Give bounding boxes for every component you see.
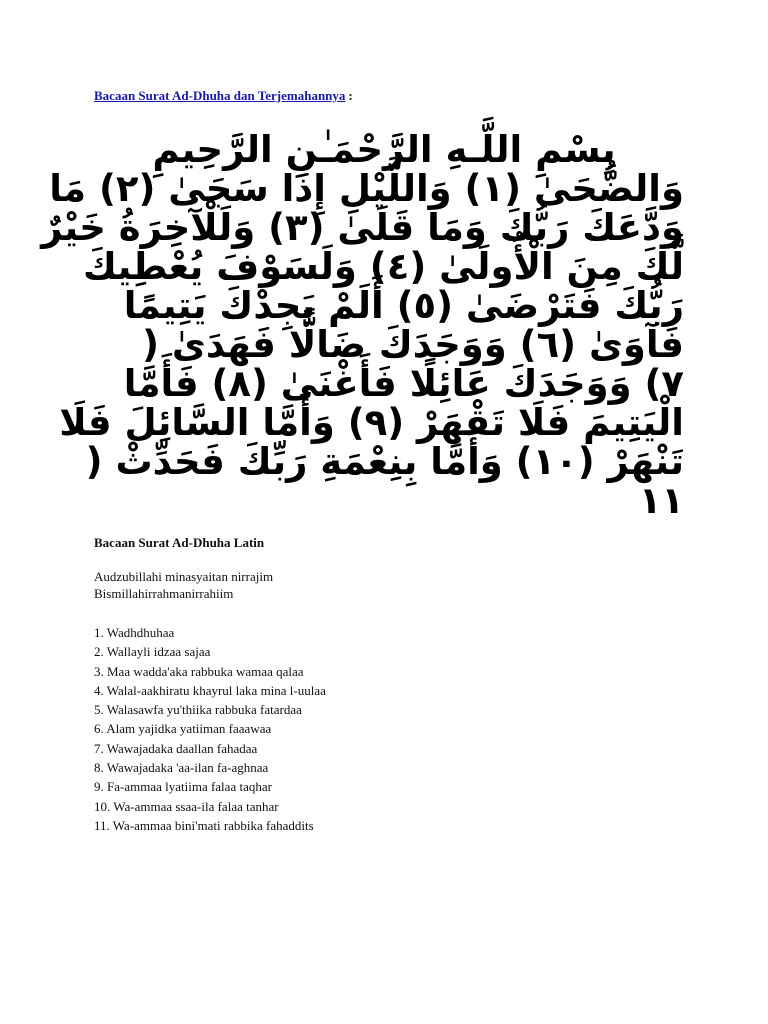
arabic-line: لَّكَ مِنَ الْأُولَىٰ (٤) وَلَسَوْفَ يُعْطِيكَ	[82, 245, 684, 288]
list-item: 10. Wa-ammaa ssaa-ila falaa tanhar	[94, 798, 279, 814]
latin-verse-list	[94, 623, 326, 835]
arabic-line: وَدَّعَكَ رَبُّكَ وَمَا قَلَىٰ (٣) وَلَلْآخِرَةُ خَيْرٌ	[41, 206, 684, 249]
intro-line-taawudz: Audzubillahi minasyaitan nirrajim	[94, 569, 274, 584]
arabic-line: ١١	[638, 479, 684, 522]
arabic-text-block	[41, 128, 684, 522]
arabic-line: ٧) وَوَجَدَكَ عَائِلًا فَأَغْنَىٰ (٨) فَأَمَّا	[123, 362, 684, 405]
latin-intro	[94, 568, 273, 602]
list-item: 2. Wallayli idzaa sajaa	[94, 644, 211, 660]
heading-link[interactable]: Bacaan Surat Ad-Dhuha dan Terjemahannya	[94, 88, 346, 103]
list-item: 9. Fa-ammaa lyatiima falaa taqhar	[94, 779, 272, 795]
list-item: 3. Maa wadda'aka rabbuka wamaa qalaa	[94, 663, 304, 679]
arabic-line: رَبُّكَ فَتَرْضَىٰ (٥) أَلَمْ يَجِدْكَ يَتِيمًا	[123, 284, 684, 327]
arabic-line: وَالضُّحَىٰ (١) وَاللَّيْلِ إِذَا سَجَىٰ (٢) مَا	[49, 167, 684, 210]
section-heading	[94, 88, 353, 104]
list-item: 8. Wawajadaka 'aa-ilan fa-aghnaa	[94, 760, 269, 776]
list-item: 5. Walasawfa yu'thiika rabbuka fatardaa	[94, 702, 302, 718]
list-item: 6. Alam yajidka yatiiman faaawaa	[94, 721, 272, 737]
latin-section-title: Bacaan Surat Ad-Dhuha Latin	[94, 535, 265, 550]
list-item: 7. Wawajadaka daallan fahadaa	[94, 740, 258, 756]
arabic-line: فَآوَىٰ (٦) وَوَجَدَكَ ضَالًّا فَهَدَىٰ (	[142, 323, 684, 366]
list-item: 11. Wa-ammaa bini'mati rabbika fahaddits	[94, 817, 314, 833]
arabic-line: الْيَتِيمَ فَلَا تَقْهَرْ (٩) وَأَمَّا السَّائِلَ فَلَا	[59, 401, 684, 444]
list-item: 4. Walal-aakhiratu khayrul laka mina l-uulaa	[94, 682, 326, 698]
heading-colon: :	[348, 88, 353, 103]
arabic-line: تَنْهَرْ (١٠) وَأَمَّا بِنِعْمَةِ رَبِّكَ فَحَدِّثْ (	[85, 440, 684, 483]
intro-line-basmala: Bismillahirrahmanirrahiim	[94, 586, 234, 601]
arabic-line-basmala: بِسْمِ اللَّـهِ الرَّحْمَـٰنِ الرَّحِيمِ	[152, 128, 616, 171]
list-item: 1. Wadhdhuhaa	[94, 625, 175, 640]
